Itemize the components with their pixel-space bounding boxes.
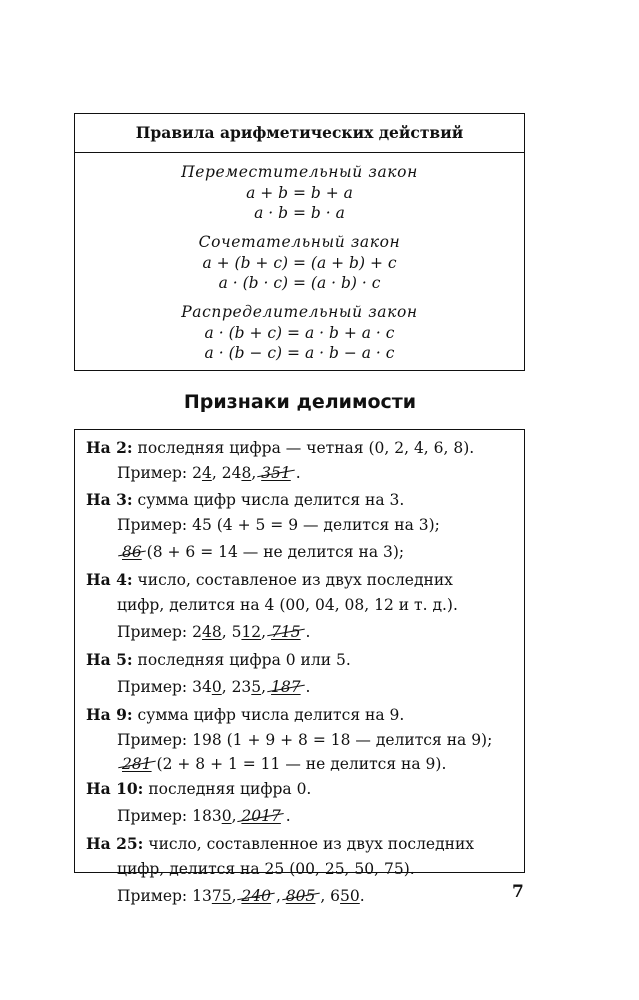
rule-line [86,436,524,461]
example-text: 198 (1 + 9 + 8 = 18 — делится на 9); [192,730,493,749]
rule-text: последняя цифра 0 или 5. [137,650,351,669]
rule-line [86,777,524,802]
example-line: Пример: 248, 512, 715 . [86,620,524,645]
struck-example-line [86,752,524,777]
struck-example: 2017 [241,804,280,829]
primer-label: Пример: [117,515,188,534]
page-number: 7 [512,882,524,902]
rule-line [86,703,524,728]
struck-example: 715 [271,620,301,645]
example-line [86,513,524,538]
formula: a · b = b · a [254,204,345,222]
example-line [86,728,524,753]
rule-line [86,832,524,857]
example-number: 512 [231,623,262,642]
struck-example: 351 [261,461,291,486]
struck-example-line [86,540,524,565]
example-line: Пример: 340, 235, 187 . [86,675,524,700]
rule-line [86,568,524,593]
struck-note: (8 + 6 = 14 — не делится на 3); [146,543,405,562]
associative-law [75,232,524,293]
rule-label: На 4: [86,569,133,589]
divisibility-heading: Признаки делимости [183,391,417,413]
primer-label: Пример: [117,623,188,642]
struck-example: 281 [122,752,152,777]
rule-label: На 5: [86,649,133,669]
formula: a · (b − c) = a · b − a · c [204,344,395,362]
primer-label: Пример: [117,678,188,697]
example-number: 248 [221,463,252,482]
formula: a · (b · c) = (a · b) · c [218,274,381,292]
primer-label: Пример: [117,807,188,826]
rule-text: последняя цифра 0. [148,779,312,798]
example-number: 24 [192,463,212,482]
rule-label: На 2: [86,438,133,457]
rule-text: число, составленое из двух последних [137,570,453,589]
law-name: Переместительный закон [181,163,418,181]
example-number: 650 [330,887,360,906]
rule-text-cont: цифр, делится на 25 (00, 25, 50, 75). [117,859,415,878]
rule-text: сумма цифр числа делится на 3. [137,491,405,510]
primer-label: Пример: [117,887,188,906]
example-number: 235 [231,678,262,697]
example-number: 1830 [192,807,232,826]
example-line: Пример: 1375, 240 , 805 , 650. [86,884,524,909]
struck-example: 805 [286,884,316,909]
commutative-law [75,162,524,223]
example-number: 248 [192,623,222,642]
rule-line [86,488,524,513]
example-number: 1375 [192,887,232,906]
example-line: Пример: 24, 248, 351 . [86,461,524,486]
divisibility-rules-box [74,429,525,906]
rule-text: последняя цифра — четная (0, 2, 4, 6, 8). [137,439,475,457]
rule-label: На 10: [86,778,144,798]
laws-list [75,153,524,363]
formula: a + (b + c) = (a + b) + c [202,254,397,272]
struck-example: 187 [271,675,301,700]
law-name: Распределительный закон [181,303,418,321]
rule-text: сумма цифр числа делится на 9. [137,705,405,724]
struck-example: 86 [122,540,142,565]
rule-line [86,648,524,673]
rule-label: На 3: [86,490,133,510]
rules-title: Правила арифметических действий [75,114,524,153]
rule-text: число, составленное из двух последних [148,834,475,853]
rule-label: На 25: [86,833,144,853]
formula: a · (b + c) = a · b + a · c [204,324,395,342]
rule-label: На 9: [86,704,133,724]
primer-label: Пример: [117,463,188,482]
example-number: 340 [192,678,222,697]
example-text: 45 (4 + 5 = 9 — делится на 3); [192,515,440,534]
primer-label: Пример: [117,730,188,749]
arithmetic-rules-box [74,113,525,371]
distributive-law [75,302,524,363]
rule-text-cont: цифр, делится на 4 (00, 04, 08, 12 и т. д.). [117,595,458,614]
law-name: Сочетательный закон [198,233,401,251]
example-line: Пример: 1830, 2017 . [86,804,524,829]
struck-example: 240 [241,884,271,909]
formula: a + b = b + a [246,184,353,202]
struck-note: (2 + 8 + 1 = 11 — не делится на 9). [156,755,447,774]
